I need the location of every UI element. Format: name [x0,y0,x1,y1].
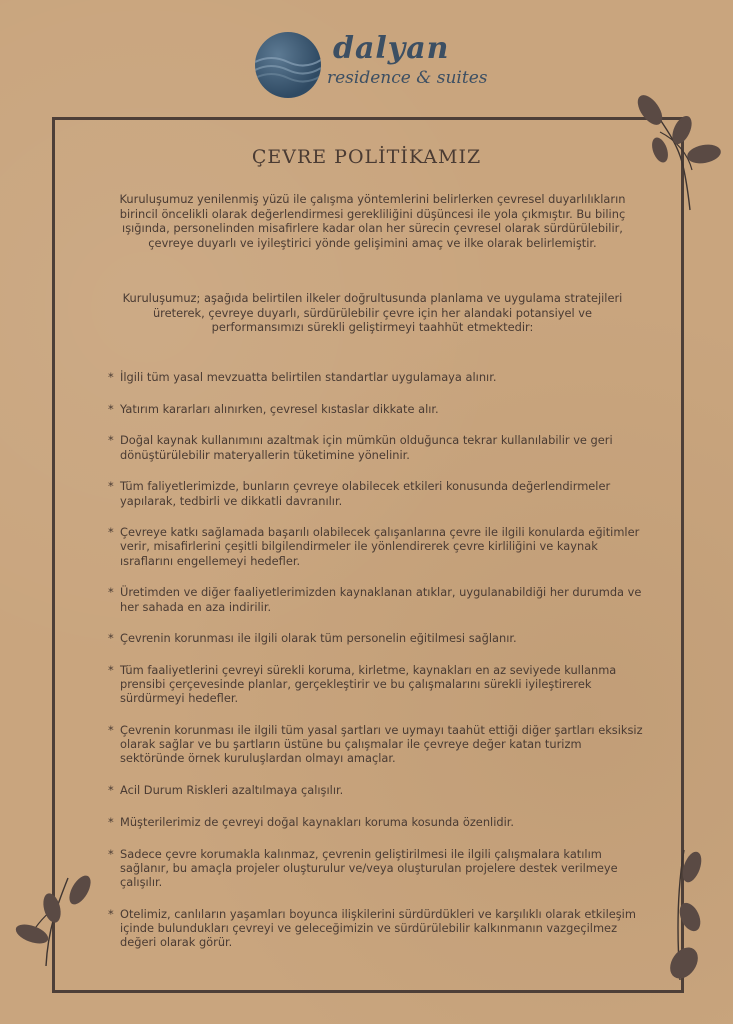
bullet-marker: * [108,631,114,646]
leaf-branch-bottom-left-icon [8,868,98,968]
list-item [108,479,648,507]
commitment-paragraph: Kuruluşumuz; aşağıda belirtilen ilkeler doğrultusunda planlama ve uygulama stratejileri üreterek, çevreye duyarlı, sürdürülebilir çevre için her alandaki potansiyel ve performansımızı sürekli geliştirmeyi taahhüt etmektedir: [122,291,623,334]
bullet-marker: * [108,814,114,829]
policy-text: Otelimiz, canlıların yaşamları boyunca ilişkilerini sürdürdükleri ve karşılıklı olarak etkileşim içinde bulundukları çevreyi ve geleceğimizin ve sürdürülebilir kalkınmanın vazgeçilmez değeri olarak görür. [120,906,636,950]
bullet-marker: * [108,433,114,448]
policy-text: İlgili tüm yasal mevzuatta belirtilen standartlar uygulamaya alınır. [120,370,497,384]
list-item [108,585,648,613]
policy-text: Çevrenin korunması ile ilgili tüm yasal şartları ve uymayı taahüt ettiği diğer şartları eksiksiz olarak sağlar ve bu şartların üstüne bu çalışmalar ile çevreye değer katan turizm sektöründe örnek kuruluşlardan olmayı amaçlar. [120,723,643,766]
policy-list [108,370,648,967]
list-item [108,663,648,706]
policy-text: Çevreye katkı sağlamada başarılı olabilecek çalışanlarına çevre ile ilgili konularda eğitimler verir, misafirlerini çeşitli bilgilendirmeler ile yönlendirerek çevre kirliliğini ve kaynak ısraflarını engellemeyi hedefler. [120,525,640,568]
bullet-marker: * [108,401,114,416]
policy-text: Acil Durum Riskleri azaltılmaya çalışılır. [120,783,344,798]
policy-text: Çevrenin korunması ile ilgili olarak tüm personelin eğitilmesi sağlanır. [120,631,517,646]
bullet-marker: * [108,846,114,861]
bullet-marker: * [108,479,114,494]
list-item [108,402,648,416]
policy-text: Üretimden ve diğer faaliyetlerimizden kaynaklanan atıklar, uygulanabildiği her durumda ve her sahada en aza indirilir. [120,585,642,614]
list-item [108,815,648,829]
leaf-branch-bottom-right-icon [640,845,720,985]
list-item [108,907,648,950]
bullet-marker: * [108,783,114,798]
bullet-marker: * [108,370,114,384]
list-item [108,723,648,766]
policy-text: Sadece çevre korumakla kalınmaz, çevrenin geliştirilmesi ile ilgili çalışmalara katılım sağlanır, bu amaçla projeler oluşturulur ve/veya oluşturulan projelere destek verilmeye çalışılır. [120,846,618,889]
list-item [108,370,648,384]
policy-text: Müşterilerimiz de çevreyi doğal kaynakları koruma kosunda özenlidir. [120,814,515,829]
bullet-marker: * [108,662,114,677]
logo-wordmark: dalyan [333,31,450,66]
policy-text: Tüm faliyetlerimizde, bunların çevreye olabilecek etkileri konusunda değerlendirmeler yapılarak, tedbirli ve dikkatli davranılır. [120,479,611,508]
bullet-marker: * [108,525,114,540]
dalyan-logo [255,32,495,104]
list-item [108,783,648,797]
policy-text: Tüm faaliyetlerini çevreyi sürekli koruma, kirletme, kaynakları en az seviyede kullanma prensibi çerçevesinde planlar, gerçekleştirir ve bu çalışmalarını sürekli iyileştirerek sürdürmeyi hedefler. [120,662,617,706]
list-item [108,631,648,645]
bullet-marker: * [108,723,114,738]
policy-text: Doğal kaynak kullanımını azaltmak için mümkün olduğunca tekrar kullanılabilir ve geri dönüştürülebilir materyallerin tüketimine yönelinir. [120,433,613,462]
bullet-marker: * [108,906,114,921]
logo-wave-emblem [255,32,321,98]
bullet-marker: * [108,585,114,600]
page-title: ÇEVRE POLİTİKAMIZ [251,146,482,168]
list-item [108,433,648,461]
policy-text: Yatırım kararları alınırken, çevresel kıstaslar dikkate alır. [120,401,439,416]
list-item [108,525,648,568]
intro-paragraph: Kuruluşumuz yenilenmiş yüzü ile çalışma yöntemlerini belirlerken çevresel duyarlılıkların birincil öncelikli olarak değerlendirmesi gerekliliğini düşüncesi ile yola çıkmıştır. Bu bilinç ışığında, personelinden misafirlere kadar olan her sürecin çevresel olarak sürdürülebilir, çevreye duyarlı ve iyileştirici yönde gelişimini amaç ve ilke olarak belirlemiştir. [119,192,626,250]
logo-subtitle: residence & suites [327,68,488,88]
list-item [108,847,648,890]
